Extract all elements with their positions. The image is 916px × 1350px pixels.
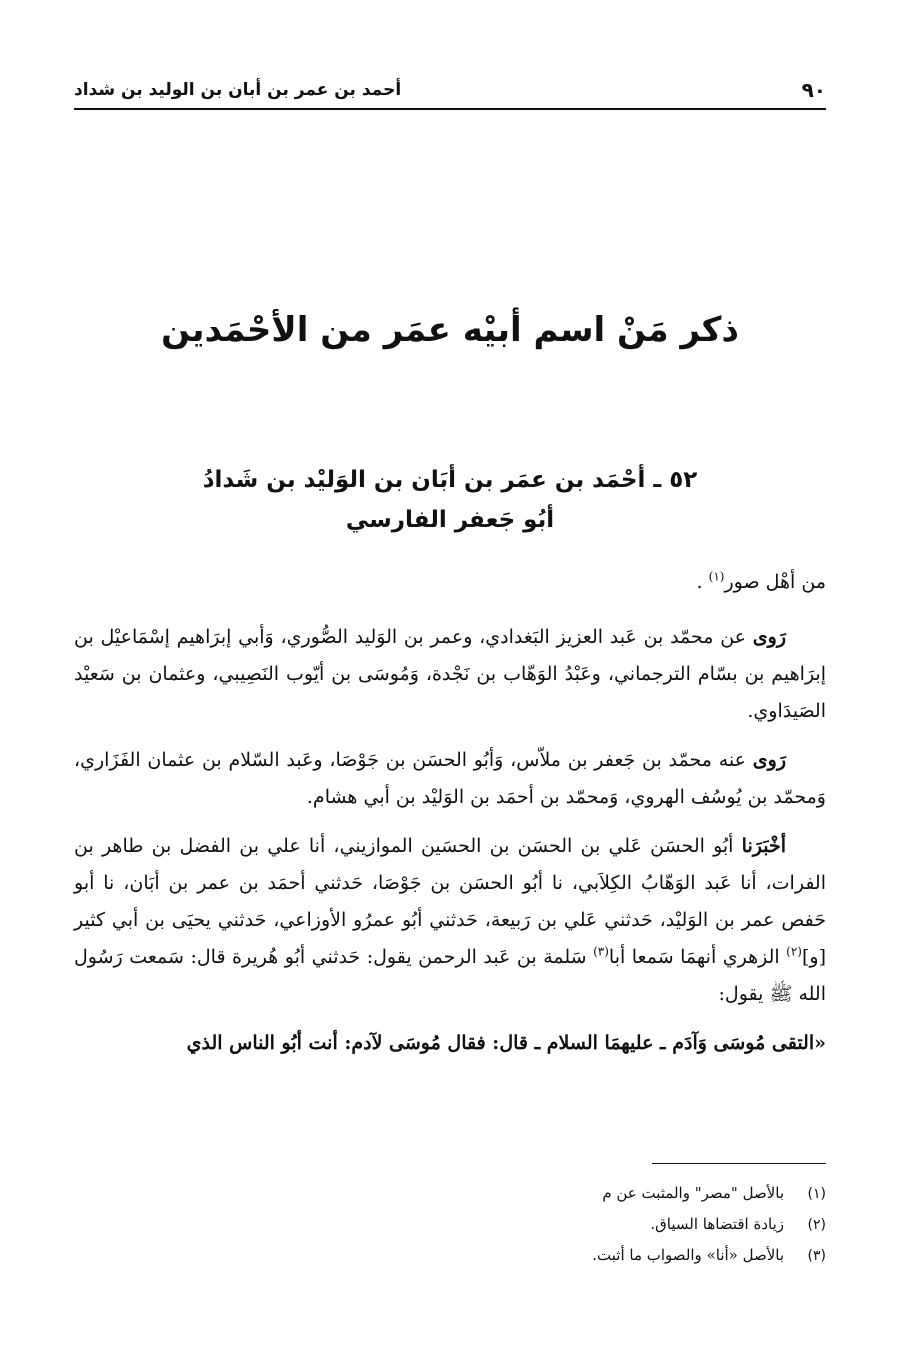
- footnote-divider: [652, 1163, 826, 1164]
- footnote-number: (١): [807, 1186, 826, 1202]
- chapter-title: ذكر مَنْ اسم أبيْه عمَر من الأحْمَدين: [161, 310, 739, 350]
- paragraph-text-1: عن محمّد بن عَبد العزيز البَغدادي، وعمر بن الوَليد الصُّوري، وَأبي إبرَاهيم إسْمَاعيْل بن إبرَاهيم بن بسّام الترجماني، وعَبْدُ الوَهّاب بن نَجْدة، وَمُوسَى بن أيّوب النَصِيبي، وعثمان بن سَعيْد الصَيدَاوي.: [74, 626, 826, 722]
- origin-line: [74, 564, 826, 601]
- paragraph-narrated-by: [74, 742, 826, 816]
- footnote-ref-2: (٢): [786, 944, 802, 959]
- running-title: أحمد بن عمر بن أبان بن الوليد بن شداد: [74, 80, 402, 100]
- entry-heading-kunya: أبُو جَعفر الفارسي: [345, 507, 555, 533]
- footnote: [74, 1209, 826, 1240]
- isnad-text-b: الزهري أنهمَا سَمعا أبا: [608, 946, 787, 968]
- footnote-number: (٣): [807, 1248, 826, 1264]
- paragraph-narrated-from: [74, 619, 826, 730]
- footnote: [74, 1240, 826, 1271]
- isnad-text-a: أبُو الحسَن عَلي بن الحسَن بن الحسَين الموازيني، أنا علي بن الفضل بن طاهر بن الفرات، أنا عَبد الوَهّابُ الكِلاَبي، نا أبُو الحسَن بن جَوْصَا، حَدثني أحمَد بن عمر بن أبَان، نا أبو حَفص عمر بن الوَليْد، حَدثني عَلي بن رَبيعة، حَدثني أبُو عمرُو الأوزاعي، حَدثني يحيَى بن أبي كثير [و]: [74, 835, 826, 968]
- footnote-text: بالأصل «أنا» والصواب ما أثبت.: [592, 1246, 784, 1264]
- origin-text: من أهْل صور: [724, 571, 826, 593]
- footnote-ref-1: (١): [708, 569, 725, 584]
- keyword-rawa-2: رَوى: [752, 749, 786, 771]
- footnote: [74, 1178, 826, 1209]
- footnote-ref-3: (٣): [593, 944, 609, 959]
- paragraph-matn: «التقى مُوسَى وَآدَم ـ عليهمَا السلام ـ قال: فقال مُوسَى لآدم: أنت أبُو الناس الذي: [186, 1032, 826, 1054]
- body-text: [74, 564, 826, 1074]
- paragraph-isnad: [74, 828, 826, 1013]
- footnote-number: (٢): [807, 1217, 826, 1233]
- entry-heading-name: ٥٢ ـ أحْمَد بن عمَر بن أبَان بن الوَليْد بن شَدادُ: [202, 467, 698, 493]
- entry-heading: [74, 460, 826, 540]
- footnote-text: زيادة اقتضاها السياق.: [650, 1215, 784, 1233]
- footnotes: [74, 1178, 826, 1271]
- origin-end: .: [696, 571, 709, 593]
- isnad-text-c: سَلمة بن عَبد الرحمن يقول: حَدثني أبُو هُريرة قال: سَمعت رَسُول الله ﷺ يقول:: [74, 946, 826, 1005]
- footnote-text: بالأصل "مصر" والمثبت عن م: [602, 1184, 784, 1202]
- page-number: ٩٠: [801, 78, 826, 102]
- running-header: [74, 72, 826, 110]
- keyword-akhbarana: أخْبَرَنا: [741, 835, 786, 857]
- paragraph-text-2: عنه محمّد بن جَعفر بن ملاّس، وَأبُو الحسَن بن جَوْصَا، وعَبد السّلام بن عثمان الفَزَاري، وَمحمّد بن يُوسُف الهروي، وَمحمّد بن أحمَد بن الوَليْد بن أبي هشام.: [74, 749, 826, 808]
- keyword-rawa-1: رَوى: [752, 626, 786, 648]
